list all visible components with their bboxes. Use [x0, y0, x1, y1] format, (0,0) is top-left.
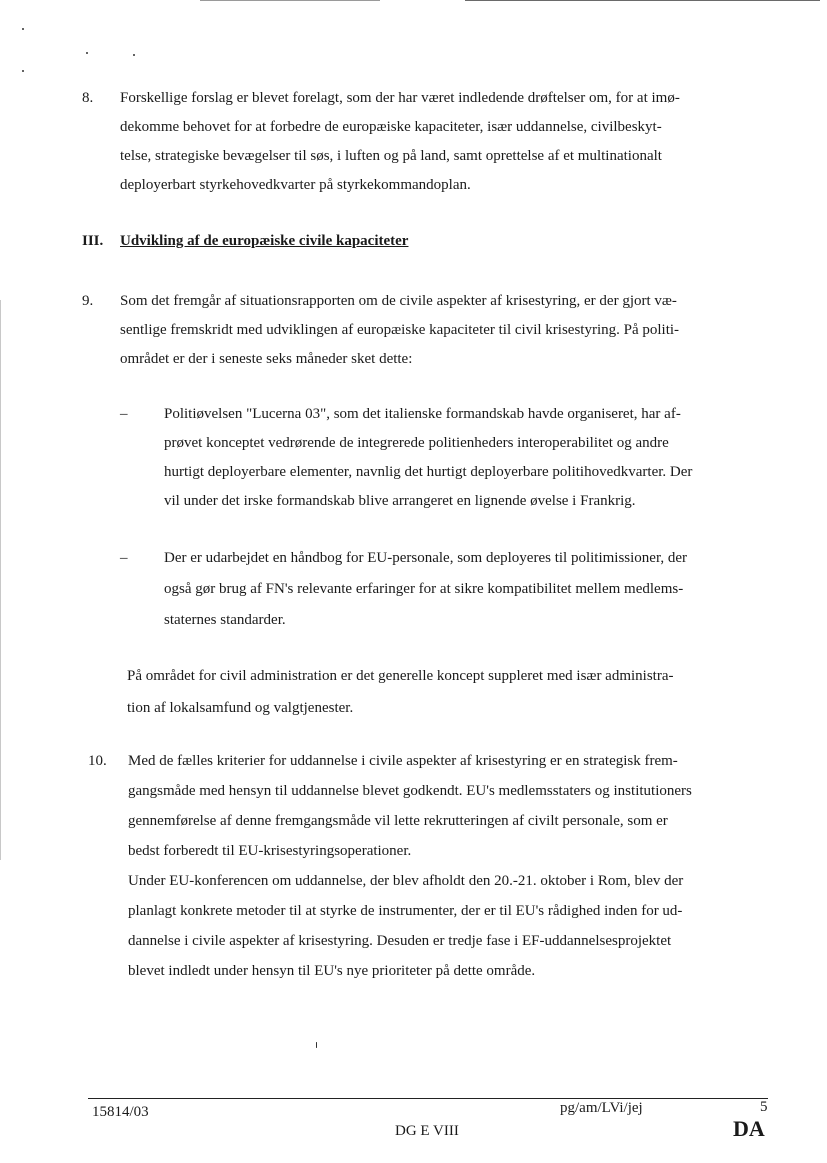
scan-top-rule: [465, 0, 820, 1]
paragraph-number: 10.: [88, 753, 107, 769]
footer-initials: pg/am/LVi/jej: [560, 1100, 643, 1116]
bullet-line: hurtigt deployerbare elementer, navnlig det hurtigt deployerbare politihovedkvarter. Der: [164, 464, 693, 480]
paragraph-line: bedst forberedt til EU-krisestyringsoperationer.: [128, 843, 412, 859]
scan-speck: [133, 54, 135, 56]
scan-edge-shadow: [0, 300, 1, 860]
paragraph-line: gangsmåde med hensyn til uddannelse blevet godkendt. EU's medlemsstaters og institutioners: [128, 783, 692, 799]
paragraph-line: planlagt konkrete metoder til at styrke de instrumenter, der er til EU's rådighed inden for ud-: [128, 903, 683, 919]
footer-page-number: 5: [760, 1099, 768, 1115]
bullet-line: Politiøvelsen "Lucerna 03", som det italienske formandskab havde organiseret, har af-: [164, 406, 681, 422]
paragraph-line: blevet indledt under hensyn til EU's nye prioriteter på dette område.: [128, 963, 536, 979]
paragraph-line: dekomme behovet for at forbedre de europæiske kapaciteter, især uddannelse, civilbeskyt-: [120, 119, 662, 135]
paragraph-line: På området for civil administration er det generelle koncept suppleret med især administra-: [127, 668, 674, 684]
paragraph-line: sentlige fremskridt med udviklingen af europæiske kapaciteter til civil krisestyring. På politi-: [120, 322, 680, 338]
footer-language-code: DA: [733, 1116, 765, 1141]
paragraph-line: Som det fremgår af situationsrapporten om de civile aspekter af krisestyring, er der gjort væ-: [120, 293, 677, 309]
scan-speck: [86, 52, 88, 54]
paragraph-line: området er der i seneste seks måneder sket dette:: [120, 351, 413, 367]
footer-department: DG E VIII: [395, 1123, 459, 1139]
bullet-line: vil under det irske formandskab blive arrangeret en lignende øvelse i Frankrig.: [164, 493, 636, 509]
dash-bullet: –: [120, 550, 128, 566]
bullet-line: staternes standarder.: [164, 612, 286, 628]
section-heading: [82, 233, 408, 250]
paragraph-line: dannelse i civile aspekter af krisestyring. Desuden er tredje fase i EF-uddannelsesprojektet: [128, 933, 672, 949]
section-heading-number: III.: [82, 233, 104, 249]
paragraph-line: Med de fælles kriterier for uddannelse i civile aspekter af krisestyring er en strategisk frem-: [128, 753, 678, 769]
bullet-line: Der er udarbejdet en håndbog for EU-personale, som deployeres til politimissioner, der: [164, 550, 687, 566]
paragraph-number: 8.: [82, 90, 94, 106]
paragraph-number: 9.: [82, 293, 94, 309]
paragraph-line: gennemførelse af denne fremgangsmåde vil lette rekrutteringen af civilt personale, som er: [128, 813, 668, 829]
footer-doc-number: 15814/03: [92, 1104, 149, 1120]
bullet-line: prøvet konceptet vedrørende de integrerede politienheders interoperabilitet og andre: [164, 435, 669, 451]
paragraph-line: deployerbart styrkehovedkvarter på styrkekommandoplan.: [120, 177, 471, 193]
paragraph-line: tion af lokalsamfund og valgtjenester.: [127, 700, 354, 716]
scan-top-rule: [200, 0, 380, 1]
scan-speck: [22, 28, 24, 30]
paragraph-line: Under EU-konferencen om uddannelse, der blev afholdt den 20.-21. oktober i Rom, blev der: [128, 873, 684, 889]
footer-rule: [88, 1098, 768, 1099]
bullet-line: også gør brug af FN's relevante erfaringer for at sikre kompatibilitet mellem medlems-: [164, 581, 684, 597]
scan-speck: [316, 1042, 317, 1048]
paragraph-line: Forskellige forslag er blevet forelagt, som der har været indledende drøftelser om, for at imø-: [120, 90, 680, 106]
section-heading-title: Udvikling af de europæiske civile kapaciteter: [120, 233, 409, 249]
dash-bullet: –: [120, 406, 128, 422]
scan-speck: [22, 70, 24, 72]
paragraph-line: telse, strategiske bevægelser til søs, i luften og på land, samt oprettelse af et multinationalt: [120, 148, 662, 164]
